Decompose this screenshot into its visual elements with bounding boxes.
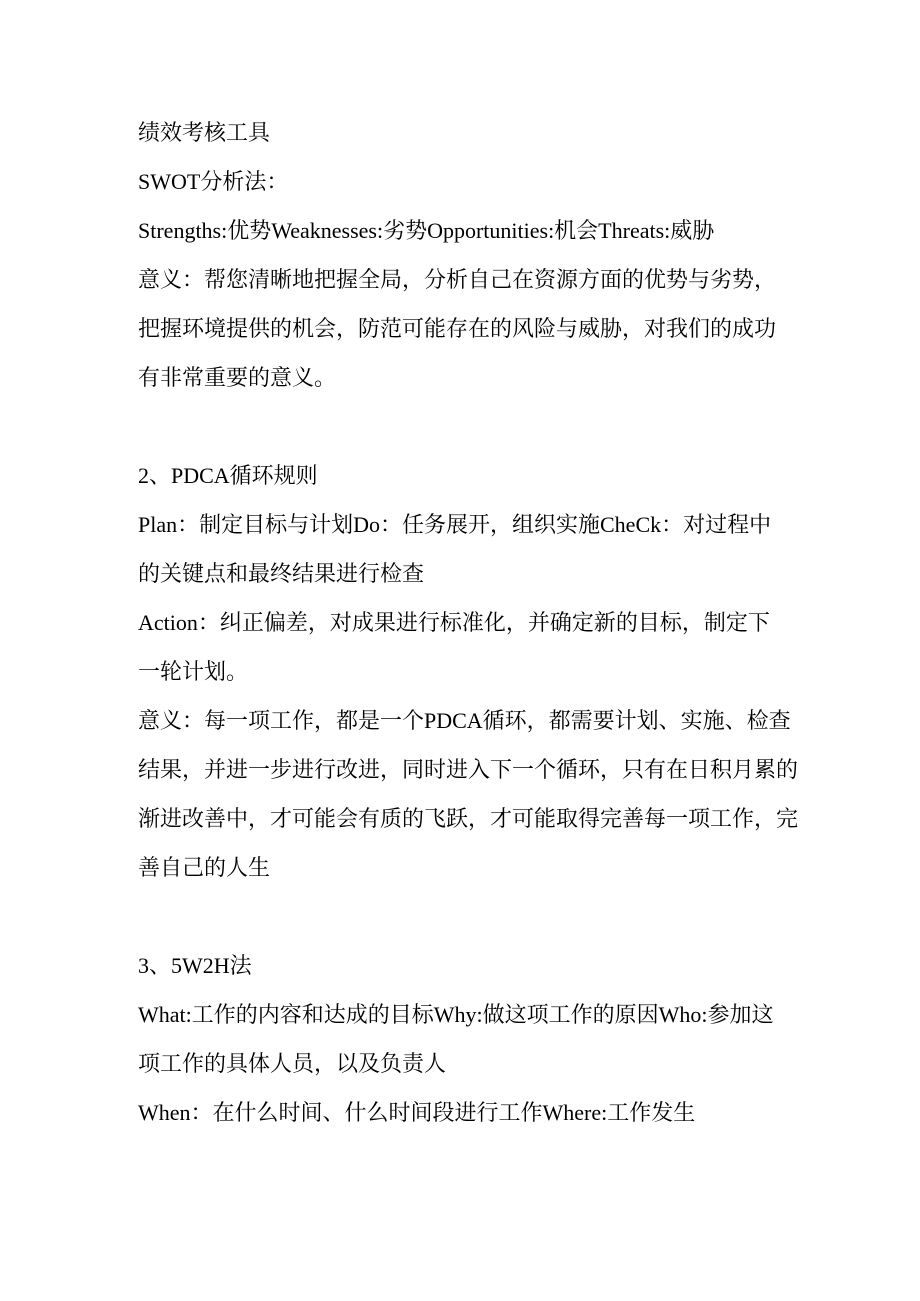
section-spacer <box>138 402 790 451</box>
document-body <box>138 108 799 1137</box>
pdca-action-line: 一轮计划。 <box>138 659 249 684</box>
w5h2-heading: 3、5W2H法 <box>138 953 252 978</box>
pdca-plan-paragraph <box>138 500 790 598</box>
w5h2-what-paragraph <box>138 990 790 1088</box>
pdca-heading: 2、PDCA循环规则 <box>138 463 318 488</box>
pdca-meaning-line: 意义：每一项工作，都是一个PDCA循环，都需要计划、实施、检查 <box>138 708 791 733</box>
swot-heading: SWOT分析法： <box>138 169 289 194</box>
pdca-meaning-paragraph <box>138 696 799 892</box>
swot-meaning-line: 意义：帮您清晰地把握全局，分析自己在资源方面的优势与劣势， <box>138 267 777 292</box>
swot-meaning-line: 有非常重要的意义。 <box>138 365 337 390</box>
pdca-action-paragraph <box>138 598 790 696</box>
pdca-plan-line: Plan：制定目标与计划Do：任务展开，组织实施CheCk：对过程中 <box>138 512 772 537</box>
pdca-plan-line: 的关键点和最终结果进行检查 <box>138 561 425 586</box>
w5h2-what-line: 项工作的具体人员，以及负责人 <box>138 1051 447 1076</box>
document-title: 绩效考核工具 <box>138 120 271 145</box>
swot-meaning-line: 把握环境提供的机会，防范可能存在的风险与威胁，对我们的成功 <box>138 316 777 341</box>
pdca-meaning-line: 结果，并进一步进行改进，同时进入下一个循环，只有在日积月累的 <box>138 757 799 782</box>
pdca-action-line: Action：纠正偏差，对成果进行标准化，并确定新的目标，制定下 <box>138 610 770 635</box>
swot-terms: Strengths:优势Weaknesses:劣势Opportunities:机会Threats:威胁 <box>138 218 715 243</box>
swot-meaning-paragraph <box>138 255 790 402</box>
pdca-meaning-line: 善自己的人生 <box>138 855 271 880</box>
w5h2-what-line: What:工作的内容和达成的目标Why:做这项工作的原因Who:参加这 <box>138 1002 774 1027</box>
w5h2-when-line: When：在什么时间、什么时间段进行工作Where:工作发生 <box>138 1100 696 1125</box>
section-spacer <box>138 892 790 941</box>
pdca-meaning-line: 渐进改善中，才可能会有质的飞跃，才可能取得完善每一项工作，完 <box>138 806 799 831</box>
